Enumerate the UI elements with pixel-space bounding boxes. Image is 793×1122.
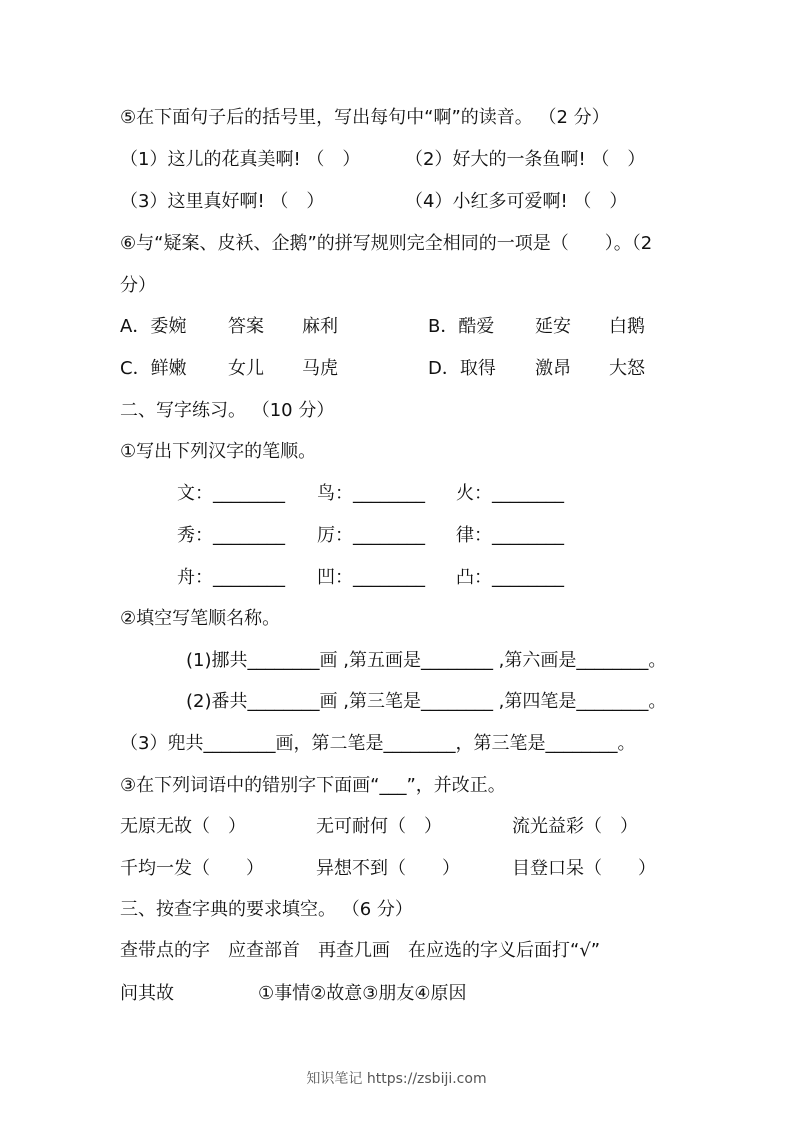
stroke-order-niao: 鸟：________ bbox=[317, 483, 425, 504]
stroke-order-li: 厉：________ bbox=[317, 525, 425, 546]
q6-option-a-word2: 答案 bbox=[228, 316, 264, 337]
typo-item-4: 千均一发（ ） bbox=[120, 858, 264, 879]
q6-option-d-word3: 大怒 bbox=[609, 358, 645, 379]
q6-option-a: A．委婉 bbox=[120, 316, 187, 337]
q6-option-c: C．鲜嫩 bbox=[120, 358, 187, 379]
dictionary-word: 问其故 bbox=[120, 983, 174, 1004]
sub1-title: ①写出下列汉字的笔顺。 bbox=[120, 441, 317, 462]
q6-option-c-word3: 马虎 bbox=[302, 358, 338, 379]
q6-option-c-word2: 女儿 bbox=[228, 358, 264, 379]
typo-item-5: 异想不到（ ） bbox=[316, 858, 460, 879]
footer-watermark: 知识笔记 https://zsbiji.com bbox=[306, 1071, 487, 1087]
q5-item-3: （3）这里真好啊! （ ） bbox=[120, 191, 325, 212]
sub2-title: ②填空写笔顺名称。 bbox=[120, 608, 281, 629]
q5-title: ⑤在下面句子后的括号里，写出每句中“啊”的读音。 （2 分） bbox=[120, 107, 610, 128]
sub3-title: ③在下列词语中的错别字下面画“___”，并改正。 bbox=[120, 775, 506, 796]
dictionary-meanings: ①事情②故意③朋友④原因 bbox=[258, 983, 467, 1004]
typo-item-3: 流光益彩（ ） bbox=[512, 816, 638, 837]
stroke-name-line-2: (2)番共________画 ,第三笔是________ ,第四笔是________。 bbox=[186, 691, 667, 712]
q5-item-2: （2）好大的一条鱼啊! （ ） bbox=[405, 149, 646, 170]
stroke-order-wen: 文：________ bbox=[177, 483, 285, 504]
stroke-order-xiu: 秀：________ bbox=[177, 525, 285, 546]
q6-option-a-word3: 麻利 bbox=[302, 316, 338, 337]
stroke-order-huo: 火：________ bbox=[456, 483, 564, 504]
typo-item-2: 无可耐何（ ） bbox=[316, 816, 442, 837]
section-2-heading: 二、写字练习。 （10 分） bbox=[120, 400, 335, 421]
q6-option-d-word2: 激昂 bbox=[535, 358, 571, 379]
q6-title: ⑥与“疑案、皮袄、企鹅”的拼写规则完全相同的一项是（ ）。（2 bbox=[120, 233, 653, 254]
stroke-name-line-3: （3）兜共________画，第二笔是________，第三笔是________。 bbox=[120, 733, 636, 754]
typo-item-6: 目登口呆（ ） bbox=[512, 858, 656, 879]
stroke-order-lv: 律：________ bbox=[456, 525, 564, 546]
q6-title-cont: 分） bbox=[120, 275, 156, 296]
stroke-order-ao: 凹：________ bbox=[317, 567, 425, 588]
q6-option-b-word2: 延安 bbox=[535, 316, 571, 337]
stroke-order-zhou: 舟：________ bbox=[177, 567, 285, 588]
section-3-heading: 三、按查字典的要求填空。 （6 分） bbox=[120, 899, 413, 920]
stroke-name-line-1: (1)挪共________画 ,第五画是________ ,第六画是________。 bbox=[186, 650, 667, 671]
stroke-order-tu: 凸：________ bbox=[456, 567, 564, 588]
q6-option-b-word3: 白鹅 bbox=[609, 316, 645, 337]
q6-option-b: B．酷爱 bbox=[428, 316, 495, 337]
typo-item-1: 无原无故（ ） bbox=[120, 816, 246, 837]
q6-option-d: D．取得 bbox=[428, 358, 496, 379]
dictionary-instruction: 查带点的字 应查部首 再查几画 在应选的字义后面打“√” bbox=[120, 940, 601, 961]
q5-item-4: （4）小红多可爱啊! （ ） bbox=[405, 191, 628, 212]
q5-item-1: （1）这儿的花真美啊! （ ） bbox=[120, 149, 361, 170]
